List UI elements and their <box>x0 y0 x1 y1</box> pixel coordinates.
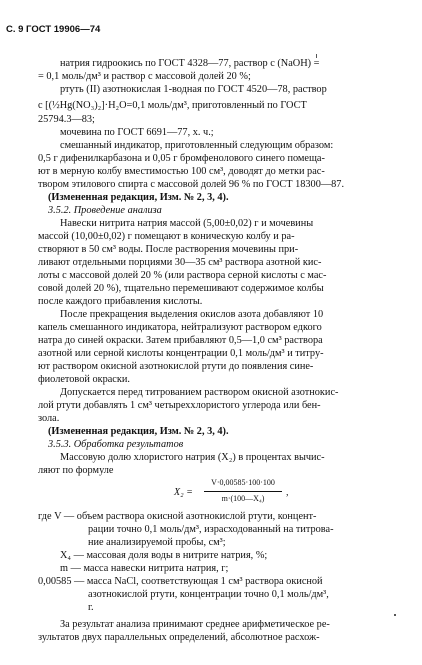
formula-lhs: X₂ = <box>174 487 193 498</box>
text-line: 0,00585 — масса NaCl, соответствующая 1 см³ раствора окисной <box>38 576 323 587</box>
text-line: после каждого прибавления кислоты. <box>38 296 203 307</box>
text-line: фиолетовой окраски. <box>38 374 130 385</box>
text-line: 25794.3—83; <box>38 114 95 125</box>
text-line: массой (10,00±0,02) г помещают в коническую колбу и ра- <box>38 231 295 242</box>
text-line: Допускается перед титрованием раствором окисной азотнокис- <box>60 387 339 398</box>
text-line: смешанный индикатор, приготовленный следующим образом: <box>60 140 334 151</box>
text-line: азотной или серной кислоты концентрации 0,1 моль/дм³ и титру- <box>38 348 324 359</box>
formula-numerator: V·0,00585·100·100 <box>211 478 275 487</box>
text-line: ние анализируемой пробы, см³; <box>88 537 226 548</box>
scan-mark <box>394 614 396 616</box>
text-line: г. <box>88 602 94 613</box>
text-line: совой долей 20 %), тщательно перемешивают содержимое колбы <box>38 283 324 294</box>
text-line: твором этилового спирта с массовой долей 96 % по ГОСТ 18300—87. <box>38 179 345 190</box>
page-header: С. 9 ГОСТ 19906—74 <box>6 24 101 35</box>
text-line: где V — объем раствора окисной азотнокислой ртути, концент- <box>38 511 317 522</box>
text-line: ливают отдельными порциями 30—35 см³ раствора азотной кис- <box>38 257 322 268</box>
text-line: ют в мерную колбу вместимостью 100 см³, доводят до метки рас- <box>38 166 325 177</box>
text-line: ртуть (II) азотнокислая 1-водная по ГОСТ 4520—78, раствор <box>60 84 327 95</box>
formula-denominator: m·(100—X₄) <box>221 494 265 503</box>
text-line: натрия гидроокись по ГОСТ 4328—77, раствор c (NaOH) = <box>60 58 320 69</box>
text-line: капель смешанного индикатора, нейтрализуют раствором едкого <box>38 322 322 333</box>
text-line: За результат анализа принимают среднее арифметическое ре- <box>60 619 330 630</box>
amendment-note: (Измененная редакция, Изм. № 2, 3, 4). <box>48 426 229 437</box>
text-line: Навески нитрита натрия массой (5,00±0,02) г и мочевины <box>60 218 314 229</box>
text-line: = 0,1 моль/дм³ и раствор с массовой долей 20 %; <box>38 71 251 82</box>
text-line: лой ртути добавлять 1 см³ четыреххлористого углерода или бен- <box>38 400 321 411</box>
text-line: После прекращения выделения окислов азота добавляют 10 <box>60 309 324 320</box>
text-line: лоты с массовой долей 20 % (или раствора серной кислоты с мас- <box>38 270 327 281</box>
formula-tail: , <box>286 487 289 498</box>
text-line: X₄ — массовая доля воды в нитрите натрия, %; <box>60 550 268 561</box>
text-line: m — масса навески нитрита натрия, г; <box>60 563 229 574</box>
amendment-note: (Измененная редакция, Изм. № 2, 3, 4). <box>48 192 229 203</box>
section-heading: 3.5.2. Проведение анализа <box>48 205 162 216</box>
text-line: c [(½Hg(NO₃)₂]·H₂O=0,1 моль/дм³, приготовленный по ГОСТ <box>38 100 307 111</box>
text-line: 0,5 г дифенилкарбазона и 0,05 г бромфенолового синего помеща- <box>38 153 325 164</box>
text-line: створяют в 50 см³ воды. После растворения мочевины при- <box>38 244 299 255</box>
text-line: зола. <box>38 413 60 424</box>
text-line: ляют по формуле <box>38 465 114 476</box>
text-line: зультатов двух параллельных определений, абсолютное расхож- <box>38 632 320 643</box>
text-line: Массовую долю хлористого натрия (X₂) в процентах вычис- <box>60 452 325 463</box>
fraction-bar <box>204 491 282 492</box>
text-line: мочевина по ГОСТ 6691—77, х. ч.; <box>60 127 214 138</box>
text-line: ют раствором окисной азотнокислой ртути до появления сине- <box>38 361 314 372</box>
section-heading: 3.5.3. Обработка результатов <box>48 439 184 450</box>
text-line: рации точно 0,1 моль/дм³, израсходованный на титрова- <box>88 524 334 535</box>
text-line: натра до синей окраски. Затем прибавляют 0,5—1,0 см³ раствора <box>38 335 323 346</box>
text-line: азотнокислой ртути, концентрации точно 0,1 моль/дм³, <box>88 589 329 600</box>
